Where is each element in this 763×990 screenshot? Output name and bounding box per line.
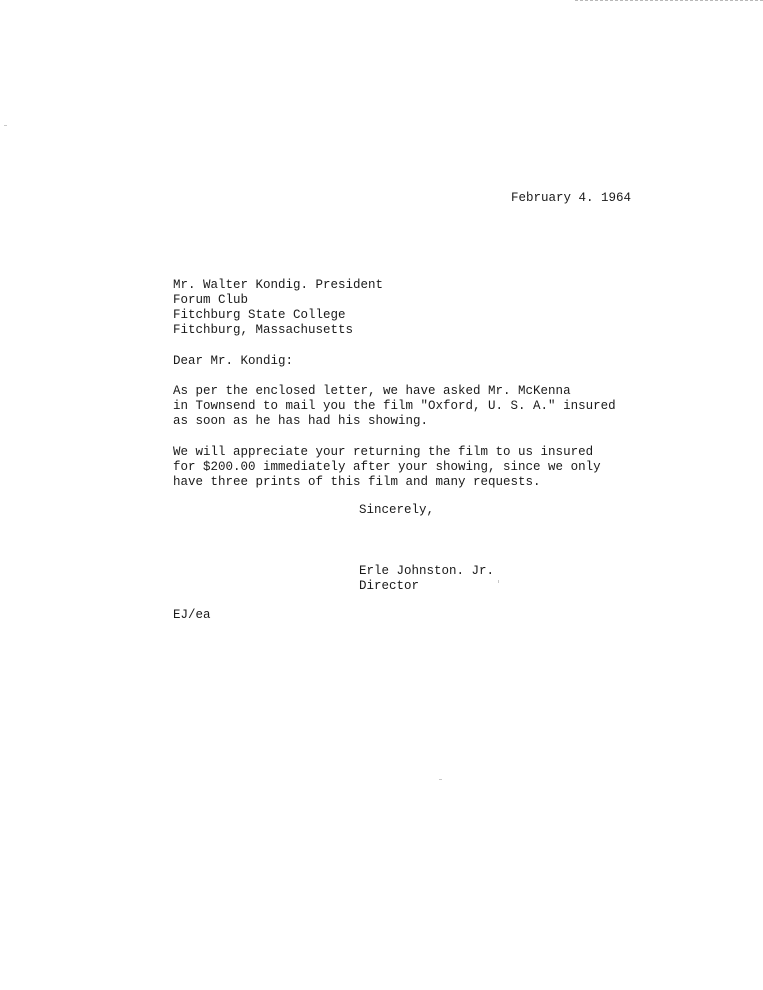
- recipient-address: [173, 278, 383, 338]
- closing: Sincerely,: [359, 503, 435, 517]
- paragraph-line: have three prints of this film and many requests.: [173, 475, 541, 489]
- paragraph-line: for $200.00 immediately after your showing, since we only: [173, 460, 601, 474]
- paragraph-line: As per the enclosed letter, we have asked Mr. McKenna: [173, 384, 571, 398]
- letter-date: February 4. 1964: [511, 191, 632, 205]
- scan-speck: [4, 125, 7, 126]
- paragraph-line: We will appreciate your returning the film to us insured: [173, 445, 594, 459]
- signature-block: [359, 564, 494, 594]
- scan-speck: [439, 779, 442, 780]
- address-line: Fitchburg State College: [173, 308, 346, 322]
- address-line: Mr. Walter Kondig. President: [173, 278, 384, 292]
- address-line: Forum Club: [173, 293, 249, 307]
- paragraph-line: as soon as he has had his showing.: [173, 414, 429, 428]
- signer-title: Director: [359, 579, 420, 593]
- address-line: Fitchburg, Massachusetts: [173, 323, 354, 337]
- top-edge-dashes: [575, 0, 763, 3]
- body-paragraph-1: [173, 384, 616, 429]
- body-paragraph-2: [173, 445, 601, 490]
- salutation: Dear Mr. Kondig:: [173, 354, 294, 368]
- scan-speck: [498, 580, 499, 583]
- typist-initials: EJ/ea: [173, 608, 211, 622]
- paragraph-line: in Townsend to mail you the film "Oxford, U. S. A." insured: [173, 399, 616, 413]
- signer-name: Erle Johnston. Jr.: [359, 564, 495, 578]
